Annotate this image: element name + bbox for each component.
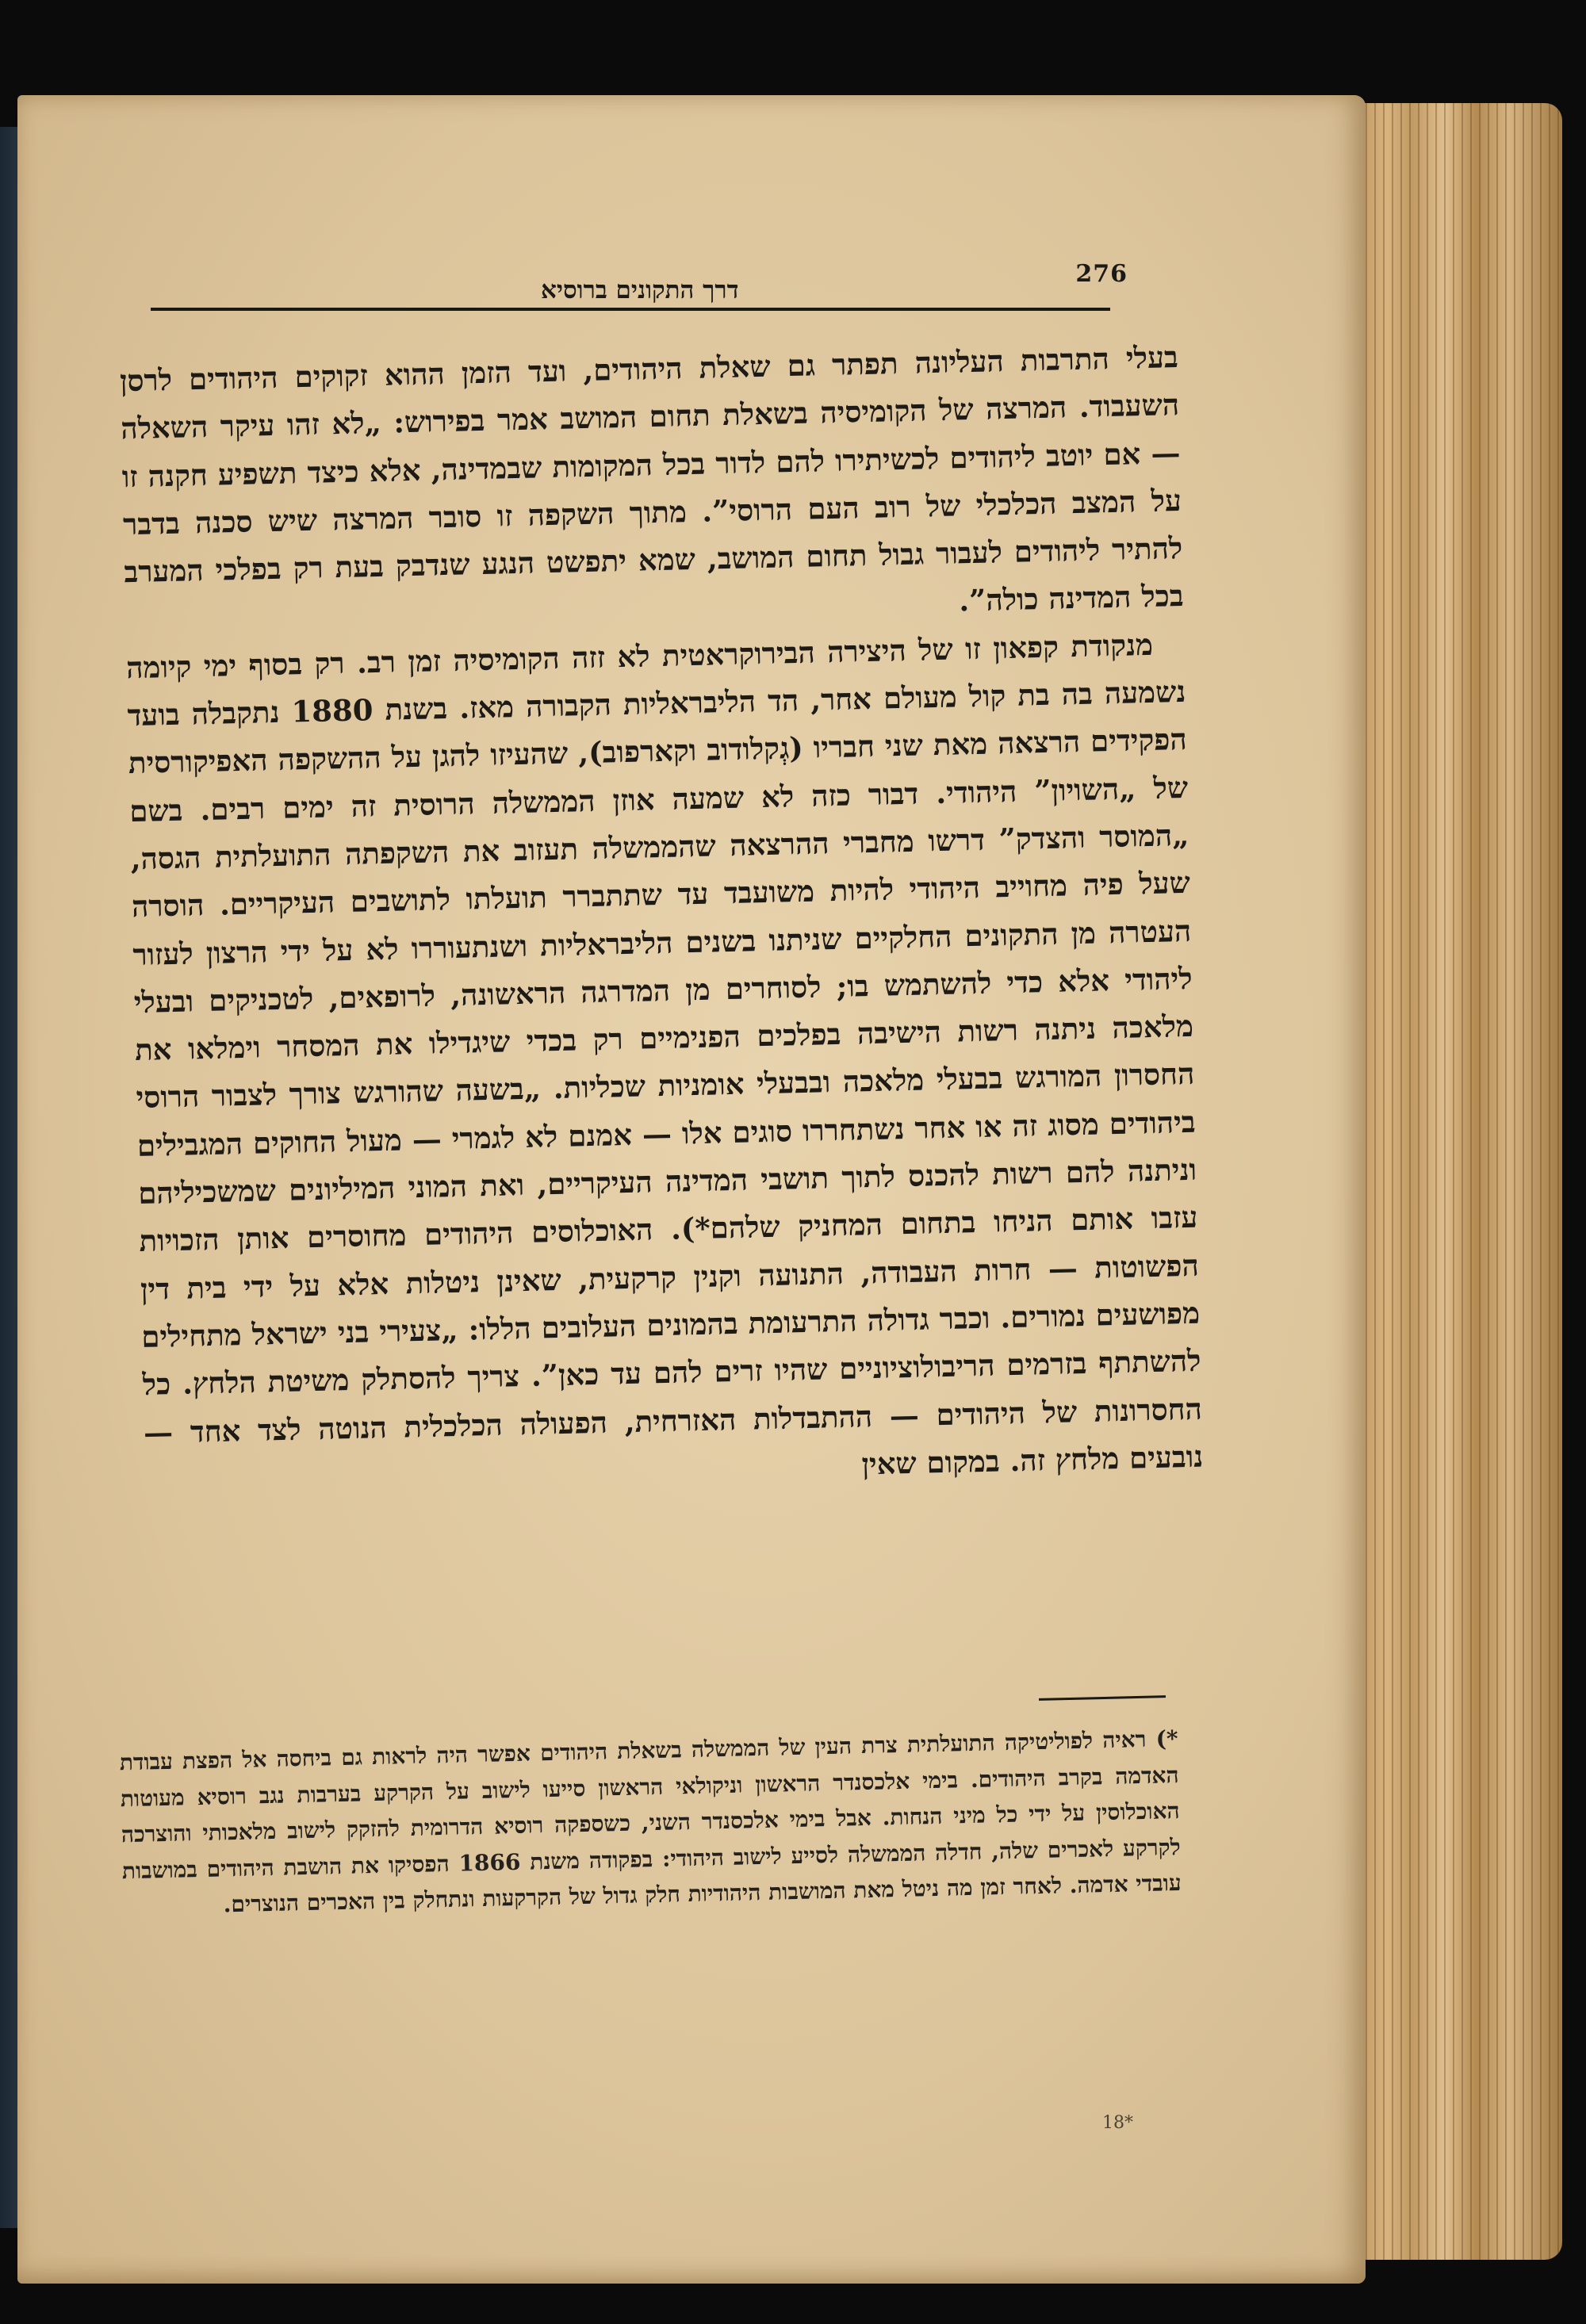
paragraph-2: מנקודת קפאון זו של היצירה הבירוקראטית לא זזה הקומיסיה זמן רב. רק בסוף ימי קיומה נשמעה בה בת קול מעולם אחר, הד הליבראליות הקבורה מאז. בשנת 1880 נתקבלה בועד הפקידים הרצאה מאת שני חבריו (גְקלודוב וקארפוב), שהעיזו להגן על ההשקפה האפיקורסית של „השויון” היהודי. דבור כזה לא שמעה אוזן הממשלה הרוסית זה ימים רבים. בשם „המוסר והצדק” דרשו מחברי ההרצאה שהממשלה תעזוב את השקפתה התועלתית הגסה, שעל פיה מחוייב היהודי להיות משועבד עד שתתברר תועלתו לתושבים העיקריים. הוסרה העטרה מן התקונים החלקיים שניתנו בשנים הליבראליות ושנתעוררו לא על ידי הרצון לעזור ליהודי אלא כדי להשתמש בו; לסוחרים מן המדרגה הראשונה, לרופאים, לטכניקים ובעלי מלאכה ניתנה רשות הישיבה בפלכים הפנימיים רק בכדי שיגדילו את המסחר וימלאו את החסרון המורגש בבעלי מלאכה ובבעלי אומניות שכליות. „בשעה שהורגש צורך לצבור הרוסי ביהודים מסוג זה או אחר נשתחררו סוגים אלו — אמנם לא לגמרי — מעול החוקים המגבילים וניתנה להם רשות להכנס לתוך תושבי המדינה העיקריים, ואת המוני המיליונים שמשכיליהם עזבו אותם הניחו בתחום המחניק שלהם*). האוכלוסים היהודים מחוסרים אותן הזכויות הפשוטות — חרות העבודה, התנועה וקנין קרקעית, שאינן ניטלות אלא על ידי בית דין מפושעים נמורים. וכבר גדולה התרעומת בהמונים העלובים הללו: „צעירי בני ישראל מתחילים להשתתף בזרמים הריבולוציוניים שהיו זרים להם עד כאן”. צריך להסתלק משיטת הלחץ. כל החסרונות של היהודים — ההתבדלות האזרחית, הפעולה הכלכלית הנוטה לצד אחד — נובעים מלחץ זה. במקום שאין	[125, 626, 1204, 1482]
header-rule	[151, 308, 1110, 311]
paragraph-1: בעלי התרבות העליונה תפתר גם שאלת היהודים, ועד הזמן ההוא זקוקים היהודים לרסן השעבוד. המרצה של הקומיסיה בשאלת תחום המושב אמר בפירוש: „לא זהו עיקר השאלה — אם יוטב ליהודים לכשיתירו להם לדור בכל המקומות שבמדינה, אלא כיצד תשפיע חקנה זו על המצב הכלכלי של רוב העם הרוסי”. מתוך השקפה זו סובר המרצה שיש סכנה בדבר להתיר ליהודים לעבור גבול תחום המושב, שמא יתפשט הנגע שנדבק בעת רק בפלכי המערב בכל המדינה כולה”.	[119, 339, 1185, 618]
running-head: דרך התקונים ברוסיא	[541, 276, 739, 304]
footnote-text: *) ראיה לפוליטיקה התועלתית צרת העין של הממשלה בשאלת היהודים אפשר היה לראות גם ביחסה אל הפצת עבודת האדמה בקרב היהודים. בימי אלכסנדר הראשון וניקולאי הראשון סייעו לישוב על הקרקע בערבות נגב רוסיא מעוטות האוכלוסין על ידי כל מיני הנחות. אבל בימי אלכסנדר השני, כשספקה רוסיא הדרומית להזקק לישוב מלאכותי והוצרכה לקרקע לאכרים שלה, חדלה הממשלה לסייע לישוב היהודי: בפקודה משנת 1866 הפסיקו את הושבת היהודים במושבות עובדי אדמה. לאחר זמן מה ניטל מאת המושבות היהודיות חלק גדול של הקרקעות ונתחלק בין האכרים הנוצרים.	[119, 1725, 1182, 1918]
footnote	[119, 1721, 1182, 1925]
page-number: 276	[1075, 260, 1128, 288]
page-edge-lines	[1348, 103, 1562, 2260]
book-page-edges	[1348, 103, 1562, 2260]
body-text	[119, 333, 1203, 1504]
signature-mark: 18*	[1102, 2113, 1133, 2133]
